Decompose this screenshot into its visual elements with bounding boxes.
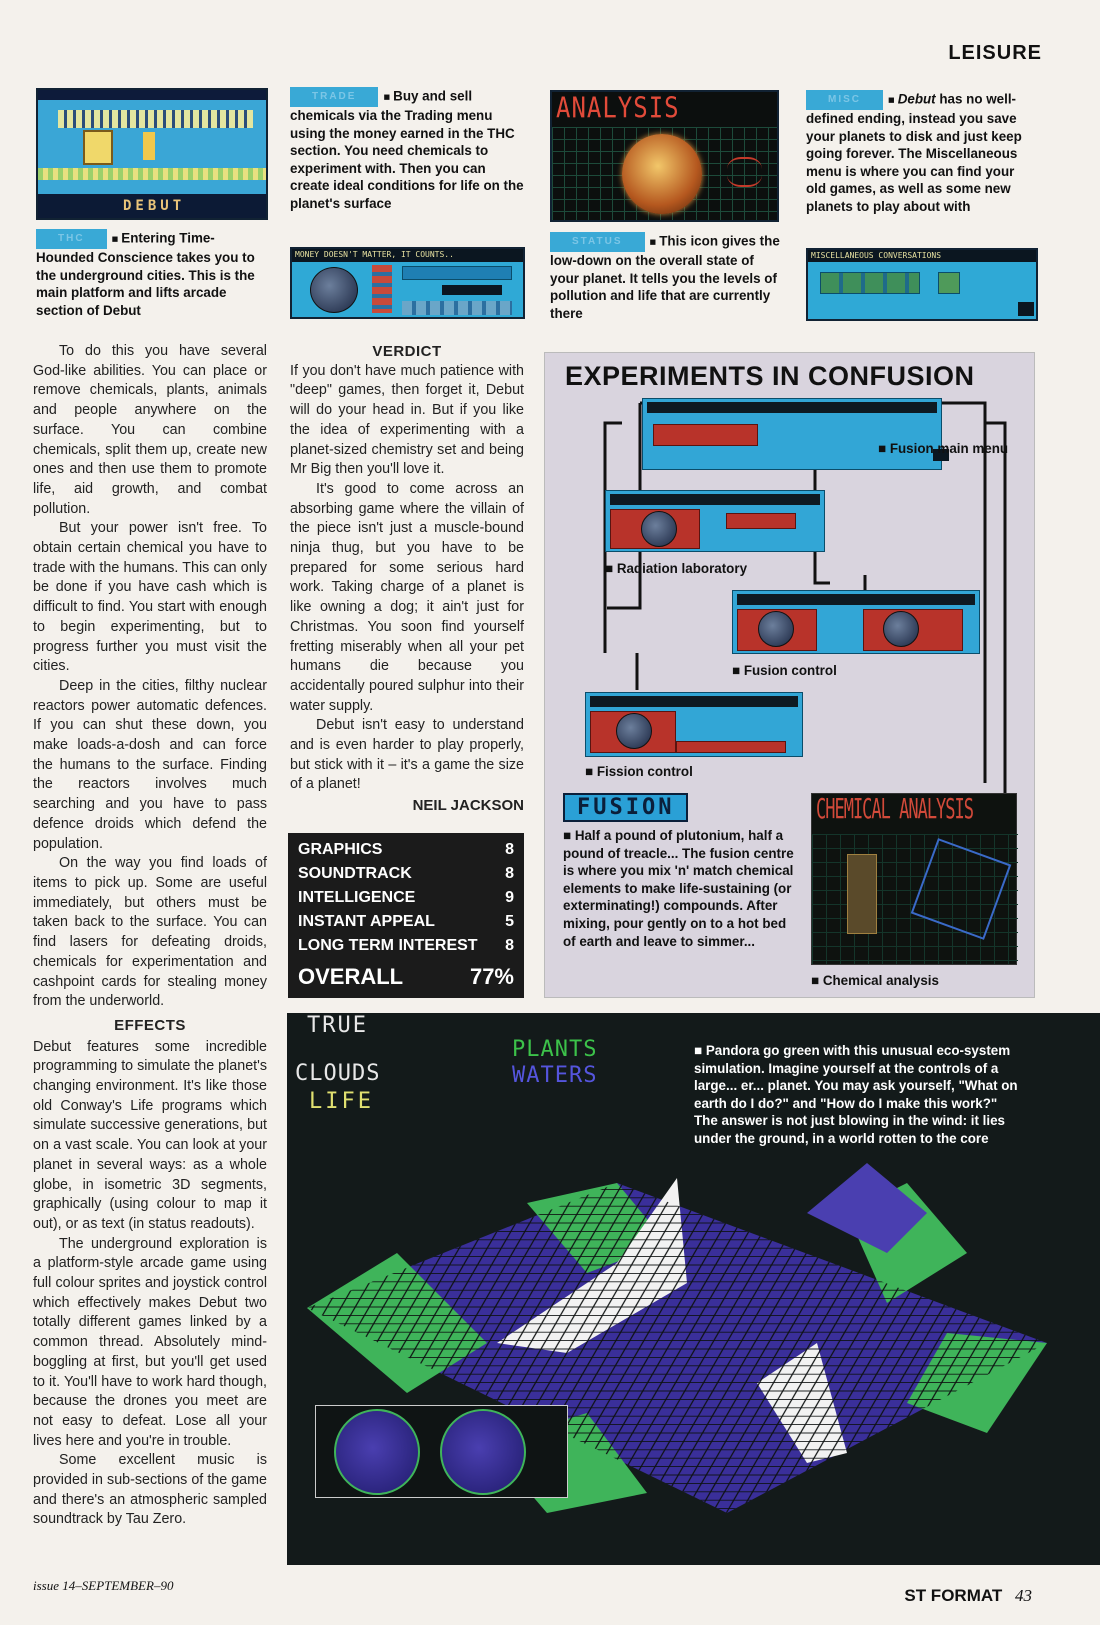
ratings-box	[288, 833, 524, 998]
section-tag: LEISURE	[948, 42, 1042, 64]
rating-row	[288, 934, 524, 958]
fusion-control-screen	[732, 590, 980, 654]
misc-tag: MISC	[806, 90, 883, 110]
trade-caption: TRADE ■ Buy and sell chemicals via the Trading menu using the money earned in the THC section. You need chemicals to experiment with. Then you can create ideal conditions for life on the planet's surface	[290, 88, 524, 211]
rating-score: 8	[505, 937, 514, 954]
rating-label: LONG TERM INTEREST	[298, 937, 478, 954]
fusion-main-caption: ■ Fusion main menu	[878, 441, 1009, 456]
analysis-logo: ANALYSIS	[556, 91, 680, 125]
status-tag: STATUS	[550, 232, 645, 252]
misc-caption: MISC ■ Debut has no well-defined ending, instead you save your planets to disk and just keep going forever. The Miscellaneous menu is where you can find your old games, as well as some new planets to play about with	[806, 91, 1022, 214]
rating-score: 8	[505, 865, 514, 882]
fusion-logo: FUSION	[563, 793, 688, 822]
debut-logo: DEBUT	[123, 198, 186, 214]
chemical-analysis-screen	[811, 793, 1017, 965]
fission-control-screen	[585, 692, 803, 757]
verdict-heading: VERDICT	[372, 343, 442, 360]
misc-screenshot	[806, 248, 1038, 321]
overall-row: OVERALL 77%	[298, 964, 514, 989]
thc-screenshot	[36, 88, 268, 220]
magazine-footer: ST FORMAT 43	[904, 1586, 1032, 1605]
fission-caption: ■ Fission control	[585, 764, 693, 779]
trade-tag: TRADE	[290, 87, 378, 107]
radiation-lab-screen	[605, 490, 825, 552]
rating-score: 5	[505, 913, 514, 930]
fusion-control-caption: ■ Fusion control	[732, 663, 837, 678]
radiation-caption: ■ Radiation laboratory	[605, 561, 748, 576]
verdict-column: VERDICT If you don't have much patience with "deep" games, then forget it, Debut will do your head in. But if you like the idea of experimenting with a planet-sized chemistry set and being Mr Big then you'll love it. It's good to come across an absorbing game where the villain of the piece isn't just a muscle-bound ninja thug, but you have to be prepared for some serious hard work. Taking charge of a planet is like owning a dog; it ain't just for Christmas. You soon find yourself fretting miserably when all your pet humans die because you accidentally poured sulphur into their water supply. Debut isn't easy to understand and is even harder to play properly, but stick with it – it's a game the size of a planet! NEIL JACKSON	[290, 343, 524, 815]
trade-screenshot	[290, 247, 525, 319]
column-1: To do this you have several God-like abilities. You can place or remove chemicals, plants, animals and people anywhere on the surface. You can combine chemicals, split them up, create new ones and then use them to promote life, aid growth, and combat pollution. But your power isn't free. To obtain certain chemical you have to trade with the humans. This can only be done if you have cash which is difficult to find. You start with enough to begin experimenting, but to progress further you must visit the cities. Deep in the cities, filthy nuclear reactors power automatic defences. If you can shut these down, you make loads-a-dosh and can force the humans to the surface. Finding the reactors involves much searching and you have to pass defence droids which defend the population. On the way you find loads of items to pick up. Some are useful immediately, but others must be taken back to the surface. You can find lasers for defeating droids, chemicals for experimentation and cashpoint cards for stealing money from the underworld. EFFECTS Debut features some incredible programming to simulate the planet's changing environment. It's like those old Conway's Life programs which simulate successive generations, but on a vast scale. You can look at your planet in several ways: as a whole globe, in isometric 3D segments, graphically (using colour to map it out), or as text (in status readouts). The underground exploration is a platform-style arcade game using full colour sprites and joystick control which effectively makes Debut two totally different games linked by a common thread. Absolutely mind-boggling at first, but you'll get used to it. You'll have to work hard though, because the drones you meet are not easy to defeat. Lose all your lives here and you're in trouble. Some excellent music is provided in sub-sections of the game and there's an atmospheric sampled soundtrack by Tau Zero.	[33, 343, 267, 1528]
status-caption: STATUS ■ This icon gives the low-down on the overall state of your planet. It tells you the levels of pollution and life that are currently there	[550, 233, 780, 321]
true-label: TRUE	[307, 1013, 368, 1038]
rating-label: INTELLIGENCE	[298, 889, 416, 906]
life-label: LIFE	[309, 1089, 374, 1114]
fusion-text: ■ Half a pound of plutonium, half a pound of treacle... The fusion centre is where you mix 'n' match chemical elements to make life-sustaining (or exterminating!) compounds. After mixing, pour gently on to a hot bed of earth and leave to simmer...	[563, 828, 794, 949]
clouds-label: CLOUDS	[295, 1061, 381, 1086]
rating-row	[288, 862, 524, 886]
thc-caption: THC ■ Entering Time-Hounded Conscience takes you to the underground cities. This is the main platform and lifts arcade section of Debut	[36, 230, 255, 318]
pandora-caption: ■ Pandora go green with this unusual eco-system simulation. Imagine yourself at the controls of a large... er... planet. You may ask yourself, "What on earth do I do?" and "How do I make this work?" The answer is not just blowing in the wind: it lies under the ground, in a world rotten to the core	[694, 1043, 1018, 1146]
chemical-analysis-logo: CHEMICAL ANALYSIS	[816, 794, 973, 826]
experiments-title: EXPERIMENTS IN CONFUSION	[565, 361, 975, 391]
issue-footer: issue 14–SEPTEMBER–90	[33, 1578, 174, 1593]
author: NEIL JACKSON	[412, 797, 524, 815]
thc-tag: THC	[36, 229, 107, 249]
globe-left	[334, 1409, 420, 1495]
rating-label: GRAPHICS	[298, 841, 383, 858]
effects-heading: EFFECTS	[114, 1016, 186, 1034]
pandora-screenshot	[287, 1013, 1100, 1565]
rating-score: 8	[505, 841, 514, 858]
waters-label: WATERS	[512, 1063, 598, 1088]
rating-label: SOUNDTRACK	[298, 865, 412, 882]
rating-row	[288, 910, 524, 934]
analysis-screenshot	[550, 90, 779, 222]
chemical-analysis-caption: ■ Chemical analysis	[811, 973, 939, 988]
rating-score: 9	[505, 889, 514, 906]
globe-inset	[315, 1405, 568, 1498]
fusion-main-menu-screen	[642, 398, 942, 470]
rating-row	[288, 886, 524, 910]
globe-right	[440, 1409, 526, 1495]
experiments-box	[544, 352, 1035, 998]
rating-row	[288, 838, 524, 862]
plants-label: PLANTS	[512, 1037, 598, 1062]
trade-banner: MONEY DOESN'T MATTER, IT COUNTS..	[292, 249, 523, 262]
rating-label: INSTANT APPEAL	[298, 913, 435, 930]
misc-banner: MISCELLANEOUS CONVERSATIONS	[808, 250, 1036, 262]
